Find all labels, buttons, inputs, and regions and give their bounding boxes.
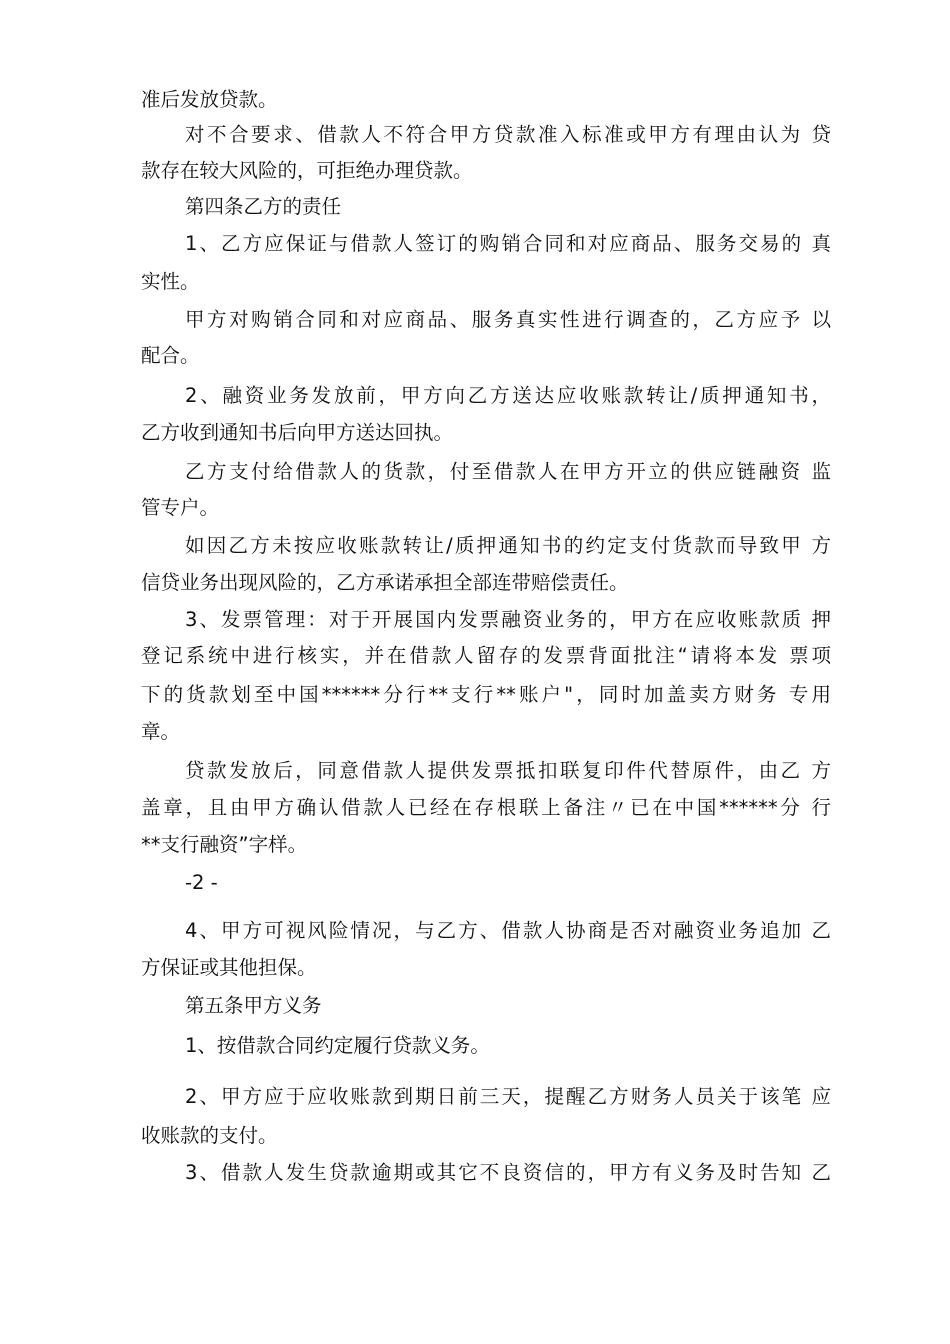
text-line: 登记系统中进行核实，并在借款人留存的发票背面批注“请将本发 票项 bbox=[141, 644, 831, 667]
text-line: 管专户。 bbox=[141, 496, 220, 519]
text-line: 1、乙方应保证与借款人签订的购销合同和对应商品、服务交易的 真 bbox=[185, 232, 831, 255]
section-heading: 第四条乙方的责任 bbox=[185, 195, 342, 218]
page-number: -2 - bbox=[185, 871, 218, 894]
text-line: 3、借款人发生贷款逾期或其它不良资信的，甲方有义务及时告知 乙 bbox=[185, 1161, 831, 1184]
text-line: 下的货款划至中国******分行**支行**账户"，同时加盖卖方财务 专用 bbox=[141, 683, 831, 706]
text-line: 1、按借款合同约定履行贷款义务。 bbox=[185, 1034, 490, 1057]
text-line: 方保证或其他担保。 bbox=[141, 956, 317, 979]
text-line: 3、发票管理：对于开展国内发票融资业务的，甲方在应收账款质 押 bbox=[185, 608, 831, 631]
text-line: 对不合要求、借款人不符合甲方贷款准入标准或甲方有理由认为 贷 bbox=[185, 123, 831, 146]
text-line: 盖章，且由甲方确认借款人已经在存根联上备注〃已在中国******分 行 bbox=[141, 796, 831, 819]
text-line: 贷款发放后，同意借款人提供发票抵扣联复印件代替原件，由乙 方 bbox=[185, 759, 831, 782]
text-line: **支行融资”字样。 bbox=[141, 833, 308, 856]
text-line: 4、甲方可视风险情况，与乙方、借款人协商是否对融资业务追加 乙 bbox=[185, 919, 831, 942]
text-line: 配合。 bbox=[141, 344, 200, 367]
text-line: 乙方收到通知书后向甲方送达回执。 bbox=[141, 421, 454, 444]
text-line: 收账款的支付。 bbox=[141, 1124, 278, 1147]
section-heading: 第五条甲方义务 bbox=[185, 994, 322, 1017]
text-line: 2、甲方应于应收账款到期日前三天，提醒乙方财务人员关于该笔 应 bbox=[185, 1085, 831, 1108]
text-line: 实性。 bbox=[141, 270, 200, 293]
text-line: 章。 bbox=[141, 720, 181, 743]
text-line: 款存在较大风险的，可拒绝办理贷款。 bbox=[141, 159, 473, 182]
text-line: 如因乙方未按应收账款转让/质押通知书的约定支付货款而导致甲 方 bbox=[185, 534, 831, 557]
text-line: 准后发放贷款。 bbox=[141, 88, 278, 111]
text-line: 2、融资业务发放前，甲方向乙方送达应收账款转让/质押通知书， bbox=[185, 384, 831, 407]
text-line: 乙方支付给借款人的货款，付至借款人在甲方开立的供应链融资 监 bbox=[185, 460, 831, 483]
text-line: 信贷业务出现风险的，乙方承诺承担全部连带赔偿责任。 bbox=[141, 571, 629, 594]
text-line: 甲方对购销合同和对应商品、服务真实性进行调查的，乙方应予 以 bbox=[185, 308, 831, 331]
